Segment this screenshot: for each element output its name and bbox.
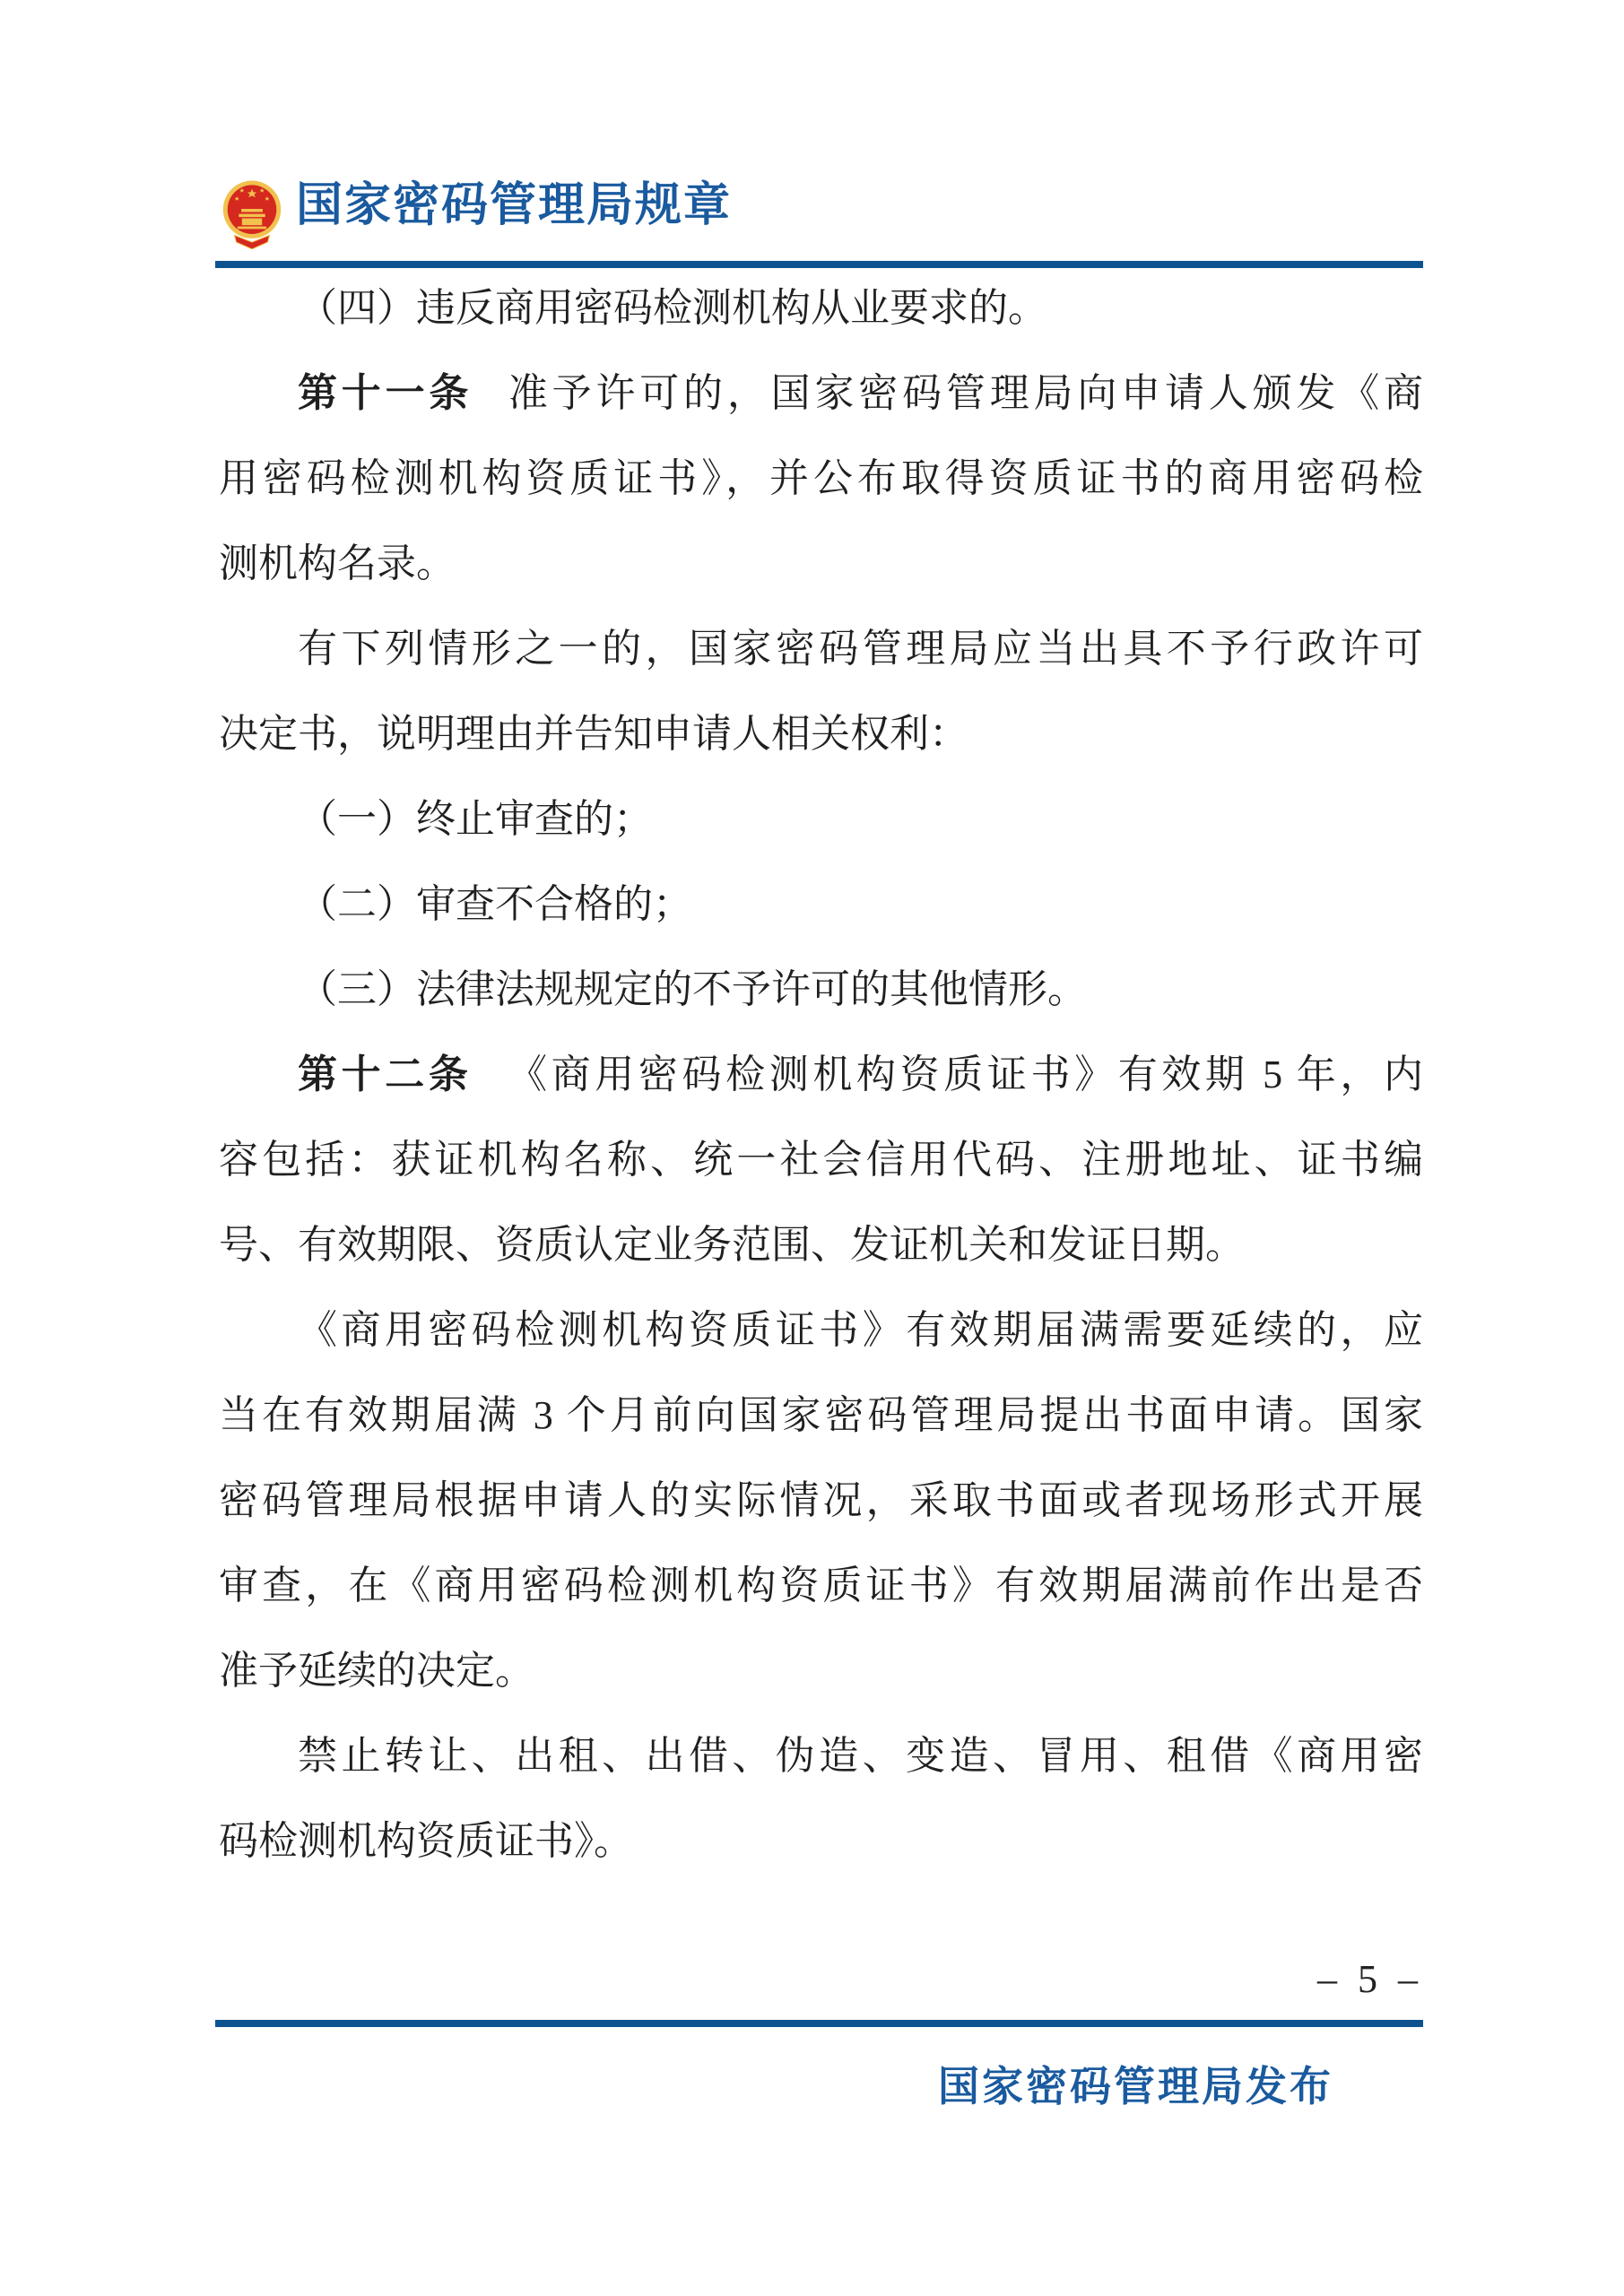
footer-rule bbox=[215, 2020, 1423, 2027]
page-number: – 5 – bbox=[1317, 1957, 1423, 2001]
body-line: （三）法律法规规定的不予许可的其他情形。 bbox=[298, 967, 1087, 1011]
body-line: （二）审查不合格的； bbox=[298, 882, 692, 926]
body-line: 密码管理局根据申请人的实际情况，采取书面或者现场形式开展 bbox=[219, 1478, 1423, 1522]
national-emblem-icon bbox=[221, 179, 283, 251]
article-number-label: 第十二条 bbox=[298, 1053, 473, 1096]
body-line-text: 准予许可的，国家密码管理局向申请人颁发《商 bbox=[508, 371, 1423, 415]
body-line: 码检测机构资质证书》。 bbox=[219, 1819, 633, 1863]
body-line: 容包括：获证机构名称、统一社会信用代码、注册地址、证书编 bbox=[219, 1138, 1423, 1182]
body-line bbox=[219, 1032, 1423, 1117]
body-line: 决定书，说明理由并告知申请人相关权利： bbox=[219, 712, 968, 756]
body-line bbox=[219, 351, 1423, 436]
body-line: 禁止转让、出租、出借、伪造、变造、冒用、租借《商用密 bbox=[298, 1734, 1423, 1778]
body-line: 《商用密码检测机构资质证书》有效期届满需要延续的，应 bbox=[298, 1308, 1423, 1352]
body-line: 当在有效期届满 3 个月前向国家密码管理局提出书面申请。国家 bbox=[219, 1393, 1423, 1437]
article-number-label: 第十一条 bbox=[298, 371, 473, 415]
body-line: 准予延续的决定。 bbox=[219, 1649, 534, 1693]
body-line: （四）违反商用密码检测机构从业要求的。 bbox=[298, 286, 1047, 330]
body-line: 号、有效期限、资质认定业务范围、发证机关和发证日期。 bbox=[219, 1223, 1245, 1267]
body-line: 有下列情形之一的，国家密码管理局应当出具不予行政许可 bbox=[298, 627, 1423, 671]
header-title: 国家密码管理局规章 bbox=[296, 180, 733, 231]
document-body bbox=[219, 265, 1423, 1884]
body-line: 审查，在《商用密码检测机构资质证书》有效期届满前作出是否 bbox=[219, 1564, 1423, 1607]
body-line: 测机构名录。 bbox=[219, 542, 456, 585]
body-line: 用密码检测机构资质证书》，并公布取得资质证书的商用密码检 bbox=[219, 456, 1423, 500]
body-line-text: 《商用密码检测机构资质证书》有效期 5 年，内 bbox=[508, 1053, 1424, 1096]
publisher-label: 国家密码管理局发布 bbox=[938, 2064, 1333, 2110]
body-line: （一）终止审查的； bbox=[298, 797, 653, 841]
